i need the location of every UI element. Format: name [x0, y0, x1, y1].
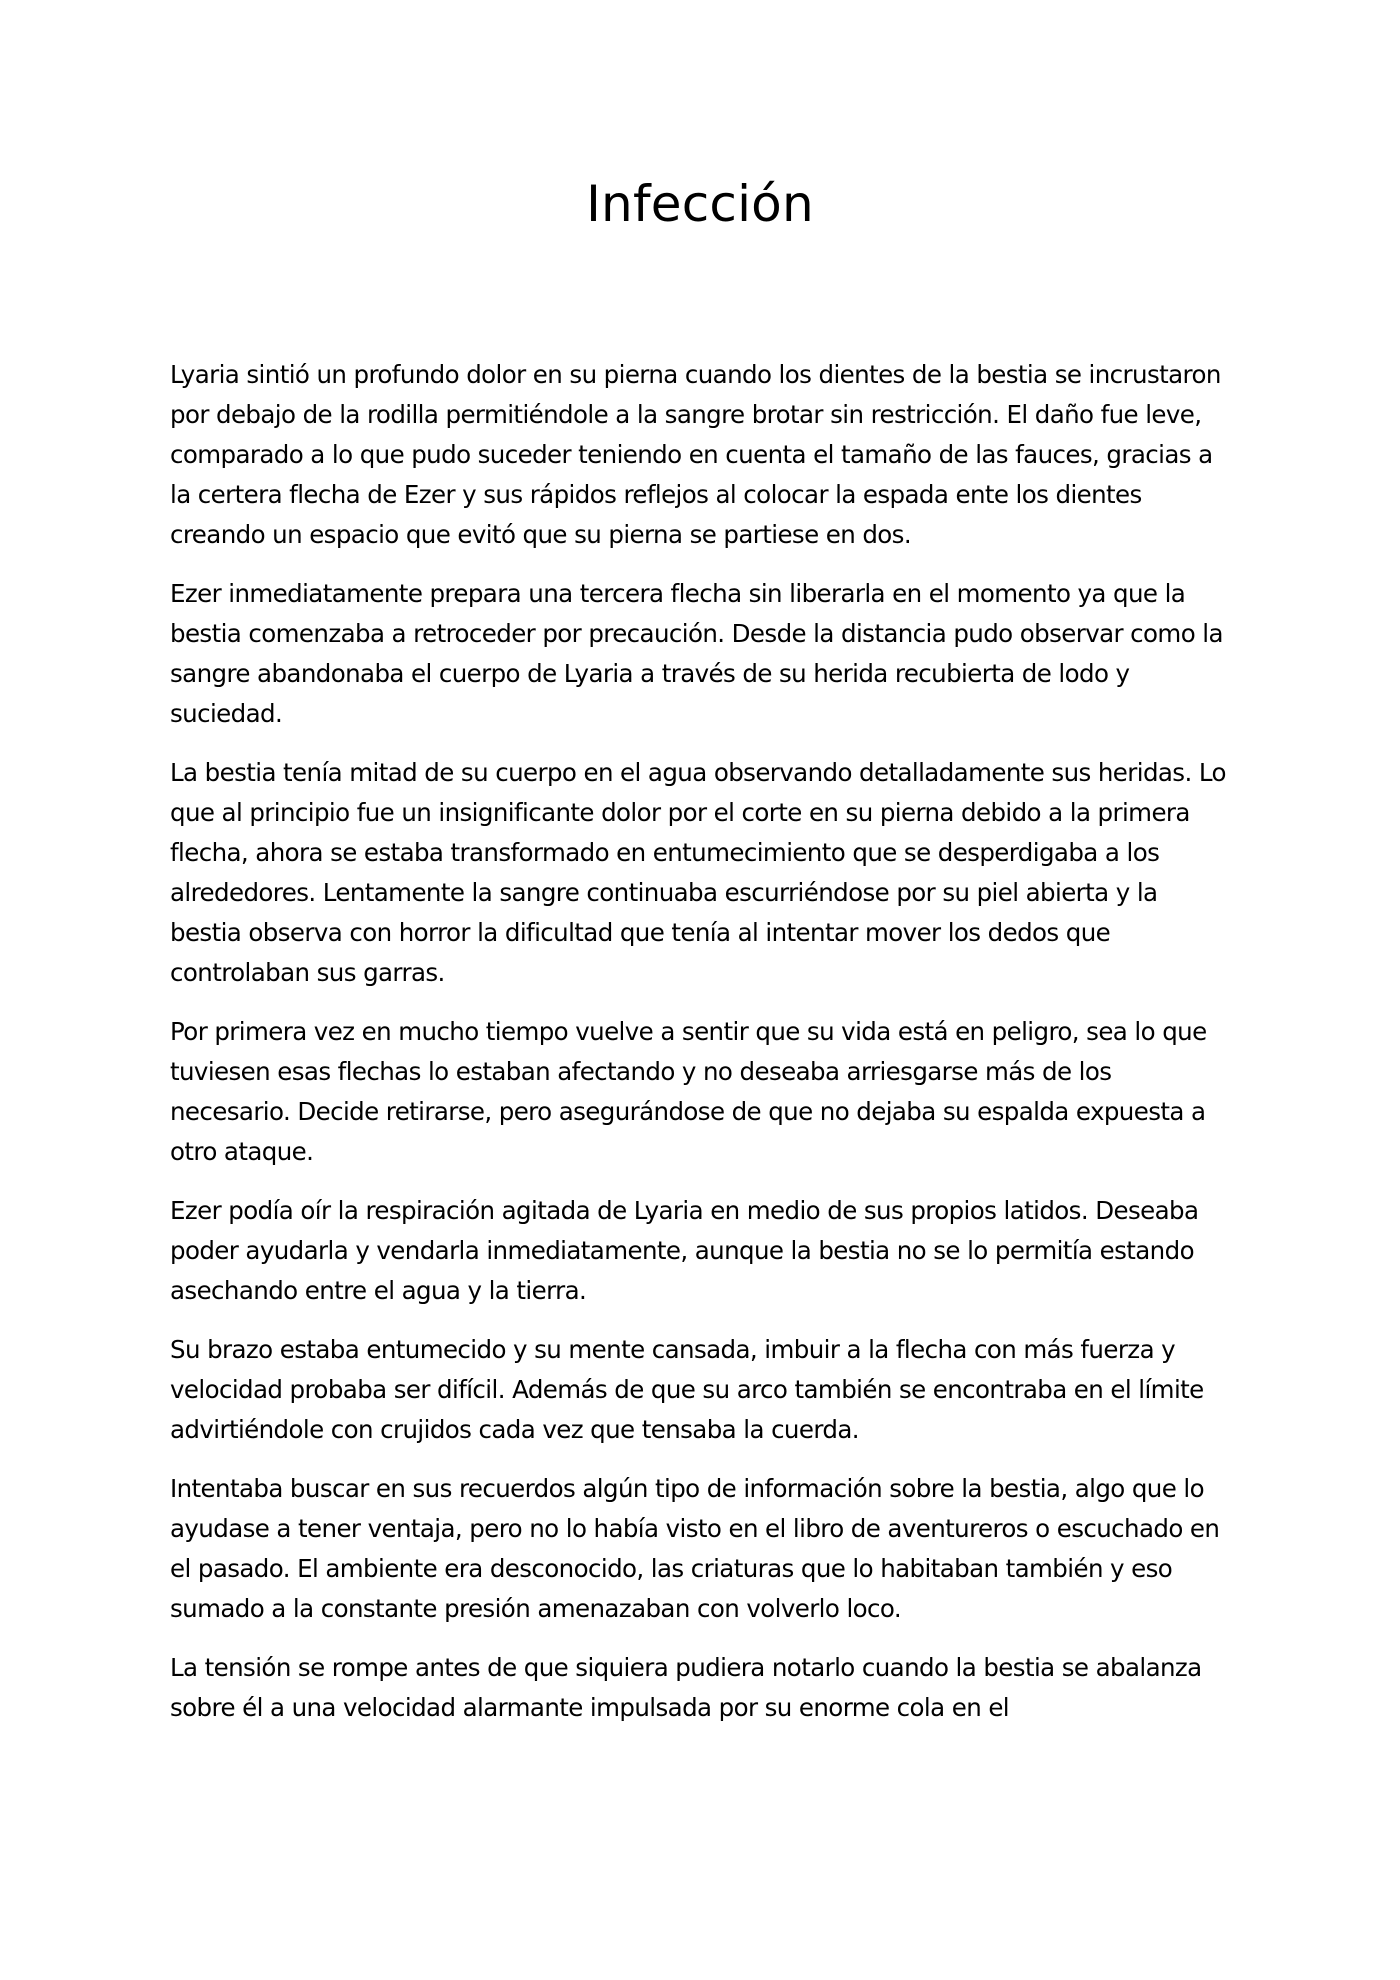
paragraph: Ezer inmediatamente prepara una tercera flecha sin liberarla en el momento ya que la bestia comenzaba a retroceder por precaución. Desde la distancia pudo observar como la sangre abandonaba el cuerpo de Lyaria a través de su herida recubierta de lodo y suciedad.: [170, 579, 1223, 728]
paragraph: Lyaria sintió un profundo dolor en su pierna cuando los dientes de la bestia se incrustaron por debajo de la rodilla permitiéndole a la sangre brotar sin restricción. El daño fue leve, comparado a lo que pudo suceder teniendo en cuenta el tamaño de las fauces, gracias a la certera flecha de Ezer y sus rápidos reflejos al colocar la espada ente los dientes creando un espacio que evitó que su pierna se partiese en dos.: [170, 360, 1221, 549]
document-title: Infección: [586, 175, 814, 233]
paragraph: La bestia tenía mitad de su cuerpo en el agua observando detalladamente sus heridas. Lo que al principio fue un insignificante dolor por el corte en su pierna debido a la primera flecha, ahora se estaba transformado en entumecimiento que se desperdigaba a los alrededores. Lentamente la sangre continuaba escurriéndose por su piel abierta y la bestia observa con horror la dificultad que tenía al intentar mover los dedos que controlaban sus garras.: [170, 758, 1226, 987]
paragraph: La tensión se rompe antes de que siquiera pudiera notarlo cuando la bestia se abalanza sobre él a una velocidad alarmante impulsada por su enorme cola en el: [170, 1653, 1202, 1722]
paragraph: Por primera vez en mucho tiempo vuelve a sentir que su vida está en peligro, sea lo que tuviesen esas flechas lo estaban afectando y no deseaba arriesgarse más de los necesario. Decide retirarse, pero asegurándose de que no dejaba su espalda expuesta a otro ataque.: [170, 1017, 1207, 1166]
paragraph: Su brazo estaba entumecido y su mente cansada, imbuir a la flecha con más fuerza y velocidad probaba ser difícil. Además de que su arco también se encontraba en el límite advirtiéndole con crujidos cada vez que tensaba la cuerda.: [170, 1335, 1204, 1444]
paragraph: Ezer podía oír la respiración agitada de Lyaria en medio de sus propios latidos. Deseaba poder ayudarla y vendarla inmediatamente, aunque la bestia no se lo permitía estando asechando entre el agua y la tierra.: [170, 1196, 1199, 1305]
paragraph: Intentaba buscar en sus recuerdos algún tipo de información sobre la bestia, algo que lo ayudase a tener ventaja, pero no lo había visto en el libro de aventureros o escuchado en el pasado. El ambiente era desconocido, las criaturas que lo habitaban también y eso sumado a la constante presión amenazaban con volverlo loco.: [170, 1474, 1220, 1623]
document-body: [170, 355, 1226, 1747]
